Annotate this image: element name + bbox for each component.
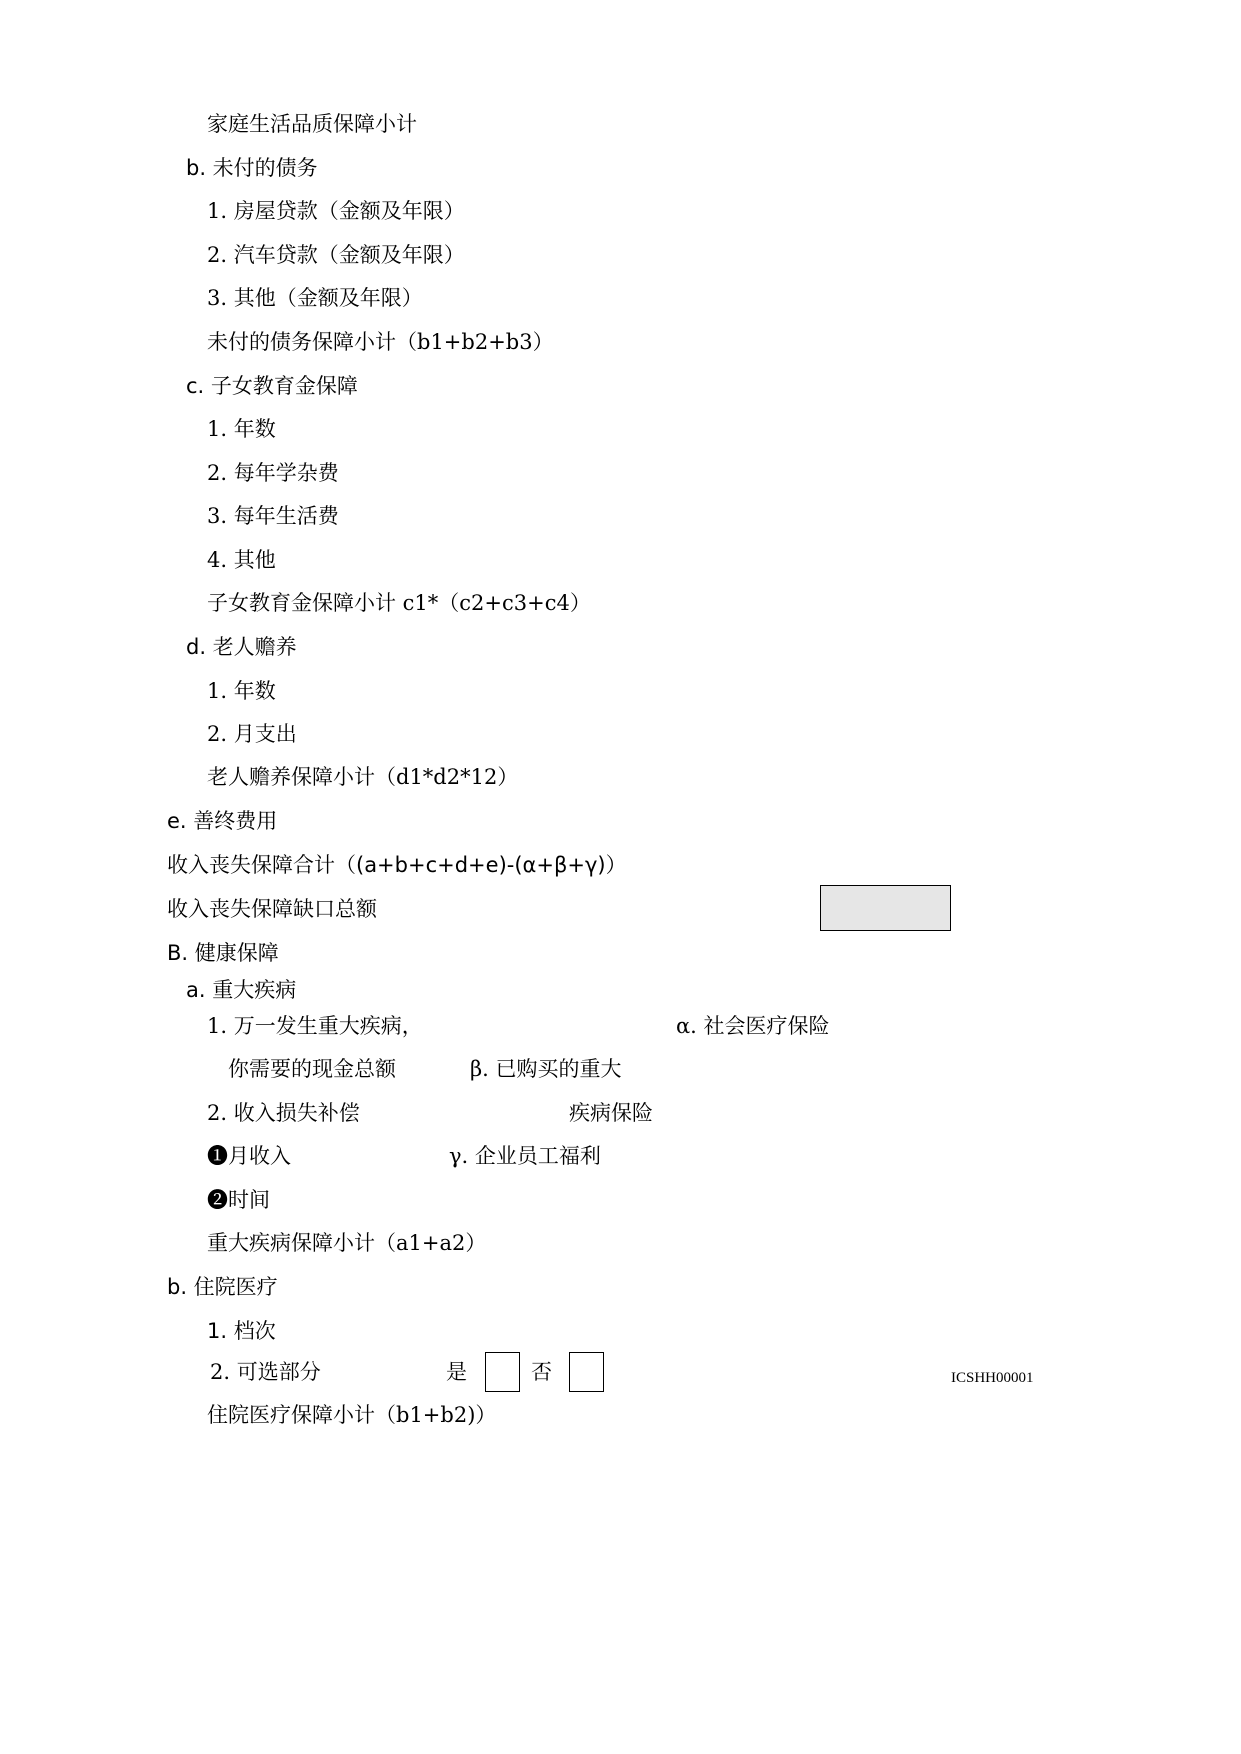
income-total-line: 收入丧失保障合计（(a+b+c+d+e)-(α+β+γ)） [167,853,627,877]
section-Ba-title: a. 重大疾病 [186,978,297,1002]
section-c-title: c. 子女教育金保障 [186,374,358,398]
document-code: ICSHH00001 [951,1370,1034,1386]
yes-checkbox[interactable] [485,1352,520,1392]
section-B-title: B. 健康保障 [167,941,279,965]
income-gap-field[interactable] [820,885,951,931]
Bb-subtotal-line: 住院医疗保障小计（b1+b2)） [207,1403,497,1427]
Ba2-line: 2. 收入损失补偿 [207,1101,360,1125]
gamma-line: γ. 企业员工福利 [449,1144,601,1168]
b1-line: 1. 房屋贷款（金额及年限） [207,199,465,223]
beta-line1: β. 已购买的重大 [470,1057,622,1081]
no-label: 否 [531,1360,552,1384]
b2-line: 2. 汽车贷款（金额及年限） [207,243,465,267]
section-Bb-title: b. 住院医疗 [167,1275,278,1299]
b3-line: 3. 其他（金额及年限） [207,286,423,310]
Bb2-line: 2. 可选部分 [210,1360,321,1384]
c3-line: 3. 每年生活费 [207,504,339,528]
c2-line: 2. 每年学杂费 [207,461,339,485]
d2-line: 2. 月支出 [207,722,297,746]
c-subtotal-line: 子女教育金保障小计 c1*（c2+c3+c4） [207,591,591,615]
Bb1-line: 1. 档次 [207,1319,276,1343]
family-subtotal-line: 家庭生活品质保障小计 [207,112,417,136]
Ba1-line1: 1. 万一发生重大疾病， [207,1014,423,1038]
c4-line: 4. 其他 [207,548,276,572]
time-line: ❷时间 [207,1188,270,1212]
section-b-title: b. 未付的债务 [186,156,318,180]
section-d-title: d. 老人赡养 [186,635,297,659]
Ba-subtotal-line: 重大疾病保障小计（a1+a2） [207,1231,487,1255]
b-subtotal-line: 未付的债务保障小计（b1+b2+b3） [207,330,554,354]
income-gap-line: 收入丧失保障缺口总额 [167,897,377,921]
d-subtotal-line: 老人赡养保障小计（d1*d2*12） [207,765,519,789]
yes-label: 是 [446,1360,467,1384]
no-checkbox[interactable] [569,1352,604,1392]
section-e-title: e. 善终费用 [167,809,278,833]
c1-line: 1. 年数 [207,417,276,441]
month-income-line: ❶月收入 [207,1144,291,1168]
Ba1-line2: 你需要的现金总额 [228,1057,396,1081]
d1-line: 1. 年数 [207,679,276,703]
beta-line2: 疾病保险 [569,1101,653,1125]
alpha-line: α. 社会医疗保险 [676,1014,830,1038]
